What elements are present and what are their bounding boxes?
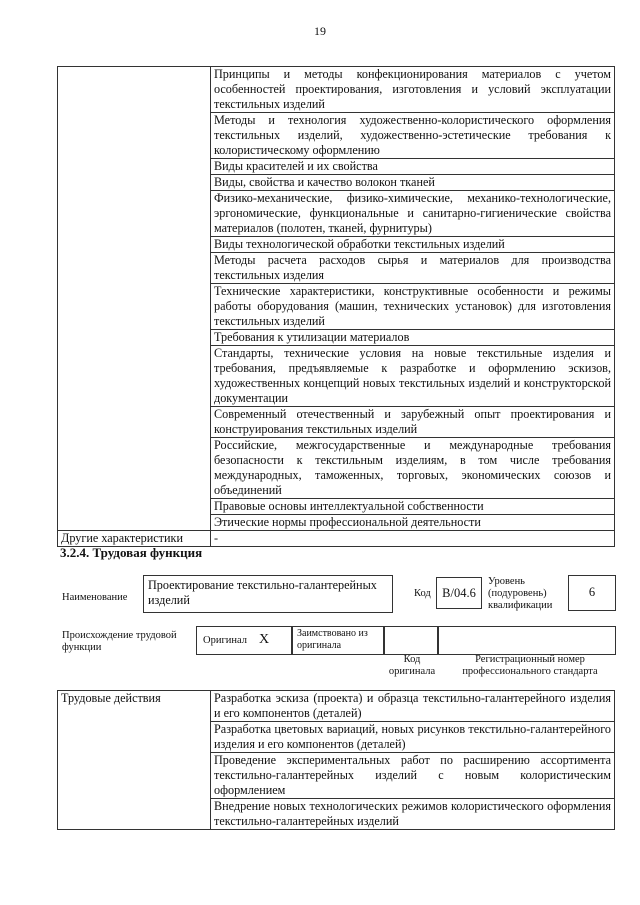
level-box	[568, 575, 616, 611]
labor-action-item: Проведение экспериментальных работ по расширению ассортимента текстильно-галантерейных изделий с новым колористическим оформлением	[211, 753, 615, 799]
level-value: 6	[588, 585, 596, 599]
name-label: Наименование	[62, 592, 128, 603]
knowledge-label-cell	[58, 67, 211, 531]
knowledge-item: Виды, свойства и качество волокон тканей	[211, 175, 615, 191]
knowledge-item: Этические нормы профессиональной деятельности	[211, 515, 615, 531]
knowledge-item: Технические характеристики, конструктивные особенности и режимы работы оборудования (машин, технических установок) для изготовления текстильных изделий	[211, 284, 615, 330]
knowledge-item: Методы расчета расходов сырья и материалов для производства текстильных изделия	[211, 253, 615, 284]
name-box	[143, 575, 393, 613]
origin-label: Происхождение трудовой функции	[62, 630, 177, 653]
borrowed-box	[291, 626, 385, 655]
page-number: 19	[314, 24, 326, 38]
knowledge-item: Виды технологической обработки текстильных изделий	[211, 237, 615, 253]
knowledge-table	[57, 66, 615, 547]
reg-number-box	[437, 626, 616, 655]
borrowed-label: Заимствовано из оригинала	[297, 628, 368, 651]
knowledge-item: Методы и технология художественно-колористического оформления текстильных изделий, художественно-эстетические требования к колористическому оформлению	[211, 113, 615, 159]
knowledge-item: Физико-механические, физико-химические, механико-технологические, эргономические, функциональные и санитарно-гигиенические свойства материалов (полотен, тканей, фурнитуры)	[211, 191, 615, 237]
knowledge-item: Принципы и методы конфекционирования материалов с учетом особенностей проектирования, изготовления и условий эксплуатации текстильных изделий	[211, 67, 615, 113]
name-value: Проектирование текстильно-галантерейных изделий	[148, 578, 377, 607]
labor-actions-label: Трудовые действия	[58, 691, 211, 830]
code-value: B/04.6	[442, 586, 476, 600]
level-label: Уровень (подуровень) квалификации	[488, 576, 553, 611]
knowledge-item: Стандарты, технические условия на новые текстильные изделия и требования, предъявляемые к разработке и оформлению эскизов, художественных концепций новых текстильных изделий и конструкторской документации	[211, 346, 615, 407]
reg-number-caption: Регистрационный номер профессионального стандарта	[462, 654, 598, 677]
other-characteristics-label: Другие характеристики	[58, 531, 211, 547]
code-original-caption: Код оригинала	[388, 654, 436, 677]
code-original-box	[383, 626, 439, 655]
labor-action-item: Разработка эскиза (проекта) и образца текстильно-галантерейного изделия и его компонентов (деталей)	[211, 691, 615, 722]
labor-action-item: Внедрение новых технологических режимов колористического оформления текстильно-галантерейных изделий	[211, 799, 615, 830]
original-mark: X	[259, 632, 270, 647]
labor-actions-table	[57, 690, 615, 830]
knowledge-item: Российские, межгосударственные и международные требования безопасности к текстильным изделиям, в том числе требования международных, таможенных, торговых, экономических союзов и объединений	[211, 438, 615, 499]
knowledge-item: Виды красителей и их свойства	[211, 159, 615, 175]
section-title: 3.2.4. Трудовая функция	[60, 545, 203, 560]
original-box	[196, 626, 293, 655]
knowledge-item: Правовые основы интеллектуальной собственности	[211, 499, 615, 515]
code-label: Код	[414, 588, 431, 599]
code-box	[436, 577, 482, 609]
labor-action-item: Разработка цветовых вариаций, новых рисунков текстильно-галантерейного изделия и его компонентов (деталей)	[211, 722, 615, 753]
original-label: Оригинал	[203, 635, 247, 646]
knowledge-item: Современный отечественный и зарубежный опыт проектирования и конструирования текстильных изделий	[211, 407, 615, 438]
other-characteristics-value: -	[211, 531, 615, 547]
knowledge-item: Требования к утилизации материалов	[211, 330, 615, 346]
